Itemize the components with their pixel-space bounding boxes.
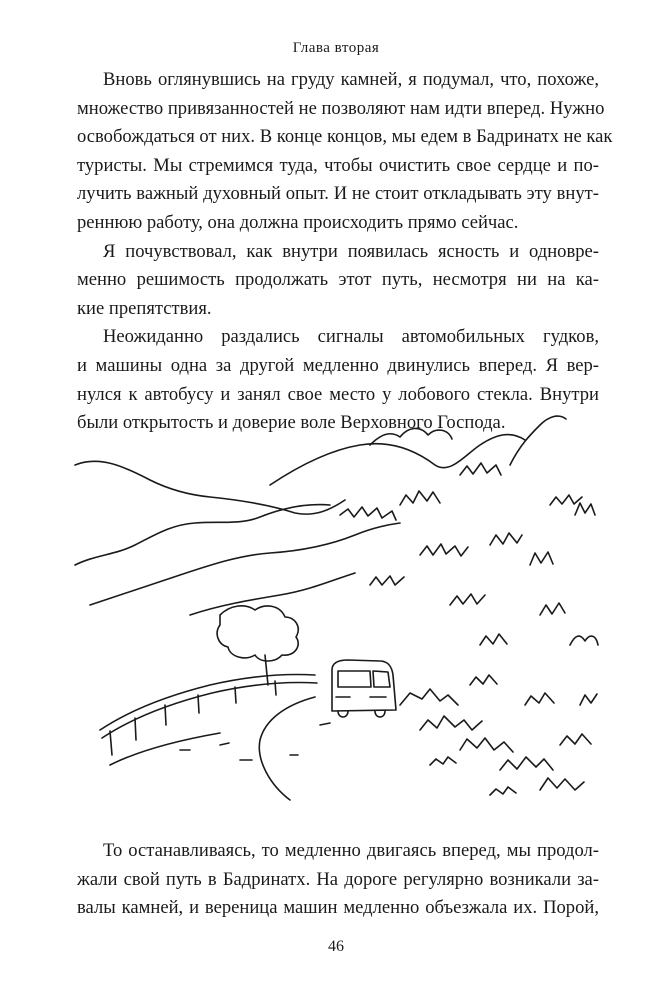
foliage-scribble — [370, 428, 452, 445]
mountain-ridge — [75, 505, 330, 565]
text-line: реннюю работу, она должна происходить прямо сейчас. — [77, 211, 519, 233]
running-header: Глава вторая — [292, 40, 380, 56]
paragraph — [77, 238, 599, 324]
text-line: туристы. Мы стремимся туда, чтобы очистить свое сердце и по- — [77, 154, 599, 176]
foliage-scribble — [530, 552, 553, 565]
rock-rubble — [560, 734, 591, 745]
page-number: 46 — [328, 938, 344, 955]
rock-rubble — [540, 778, 584, 790]
rock-rubble — [460, 738, 513, 752]
guardrail-post — [110, 731, 112, 755]
tree-sketch — [217, 606, 298, 661]
bus-sketch — [332, 660, 396, 717]
foliage-scribble — [480, 634, 507, 645]
text-line: нулся к автобусу и занял свое место у лобового стекла. Внутри — [77, 383, 599, 405]
foliage-scribble — [550, 495, 582, 505]
paragraph — [77, 66, 613, 238]
rock-rubble — [490, 787, 516, 795]
text-line: освобождаться от них. В конце концов, мы едем в Бадринатх не как — [77, 126, 613, 148]
paragraph — [77, 837, 599, 923]
text-line: были открытость и доверие воле Верховного Господа. — [77, 412, 506, 434]
foliage-scribble — [450, 594, 485, 605]
road-mark — [320, 723, 330, 725]
text-line: и машины одна за другой медленно двинулись вперед. Я вер- — [77, 354, 599, 376]
road-edge — [110, 733, 220, 765]
road-mark — [220, 743, 229, 745]
foliage-scribble — [540, 603, 565, 615]
foliage-scribble — [420, 544, 468, 556]
foliage-scribble — [510, 416, 566, 465]
road-sketch-illustration — [70, 405, 610, 815]
top-text-block — [77, 66, 613, 438]
guardrail-post — [235, 687, 236, 703]
text-line: Я почувствовал, как внутри появилась ясность и одновре- — [103, 240, 599, 262]
foliage-scribble — [575, 503, 595, 515]
guardrail-post — [198, 695, 199, 713]
guardrail-post — [275, 681, 276, 695]
text-line: множество привязанностей не позволяют нам идти вперед. Нужно — [77, 97, 605, 119]
text-line: Вновь оглянувшись на груду камней, я подумал, что, похоже, — [103, 69, 599, 90]
foliage-scribble — [370, 576, 404, 585]
rock-rubble — [580, 694, 597, 705]
rock-rubble — [420, 716, 482, 730]
text-line: менно решимость продолжать этот путь, несмотря ни на ка- — [77, 269, 599, 291]
text-line: Неожиданно раздались сигналы автомобильных гудков, — [103, 326, 599, 348]
foliage-scribble — [400, 491, 440, 505]
guardrail-post — [165, 705, 166, 725]
foliage-scribble — [340, 507, 396, 520]
bottom-text-block — [77, 837, 599, 923]
text-line: лучить важный духовный опыт. И не стоит откладывать эту внут- — [77, 183, 599, 205]
text-line: кие препятствия. — [77, 297, 212, 319]
mountain-ridge — [90, 523, 400, 605]
road-edge — [259, 697, 315, 800]
foliage-scribble — [570, 636, 598, 645]
rock-rubble — [525, 693, 554, 705]
guardrail-post — [135, 718, 136, 740]
foliage-scribble — [460, 463, 501, 475]
rock-rubble — [430, 757, 456, 765]
mountain-ridge — [270, 435, 525, 485]
text-line: валы камней, и вереница машин медленно объезжала их. Порой, — [77, 897, 599, 919]
rock-rubble — [500, 757, 553, 770]
rock-rubble — [400, 689, 458, 705]
text-line: То останавливаясь, то медленно двигаясь вперед, мы продол- — [103, 840, 599, 861]
mountain-ridge — [190, 573, 355, 615]
foliage-scribble — [490, 533, 522, 545]
text-line: жали свой путь в Бадринатх. На дороге регулярно возникали за- — [77, 868, 599, 890]
rock-rubble — [470, 675, 497, 685]
tree-sketch — [265, 655, 268, 685]
